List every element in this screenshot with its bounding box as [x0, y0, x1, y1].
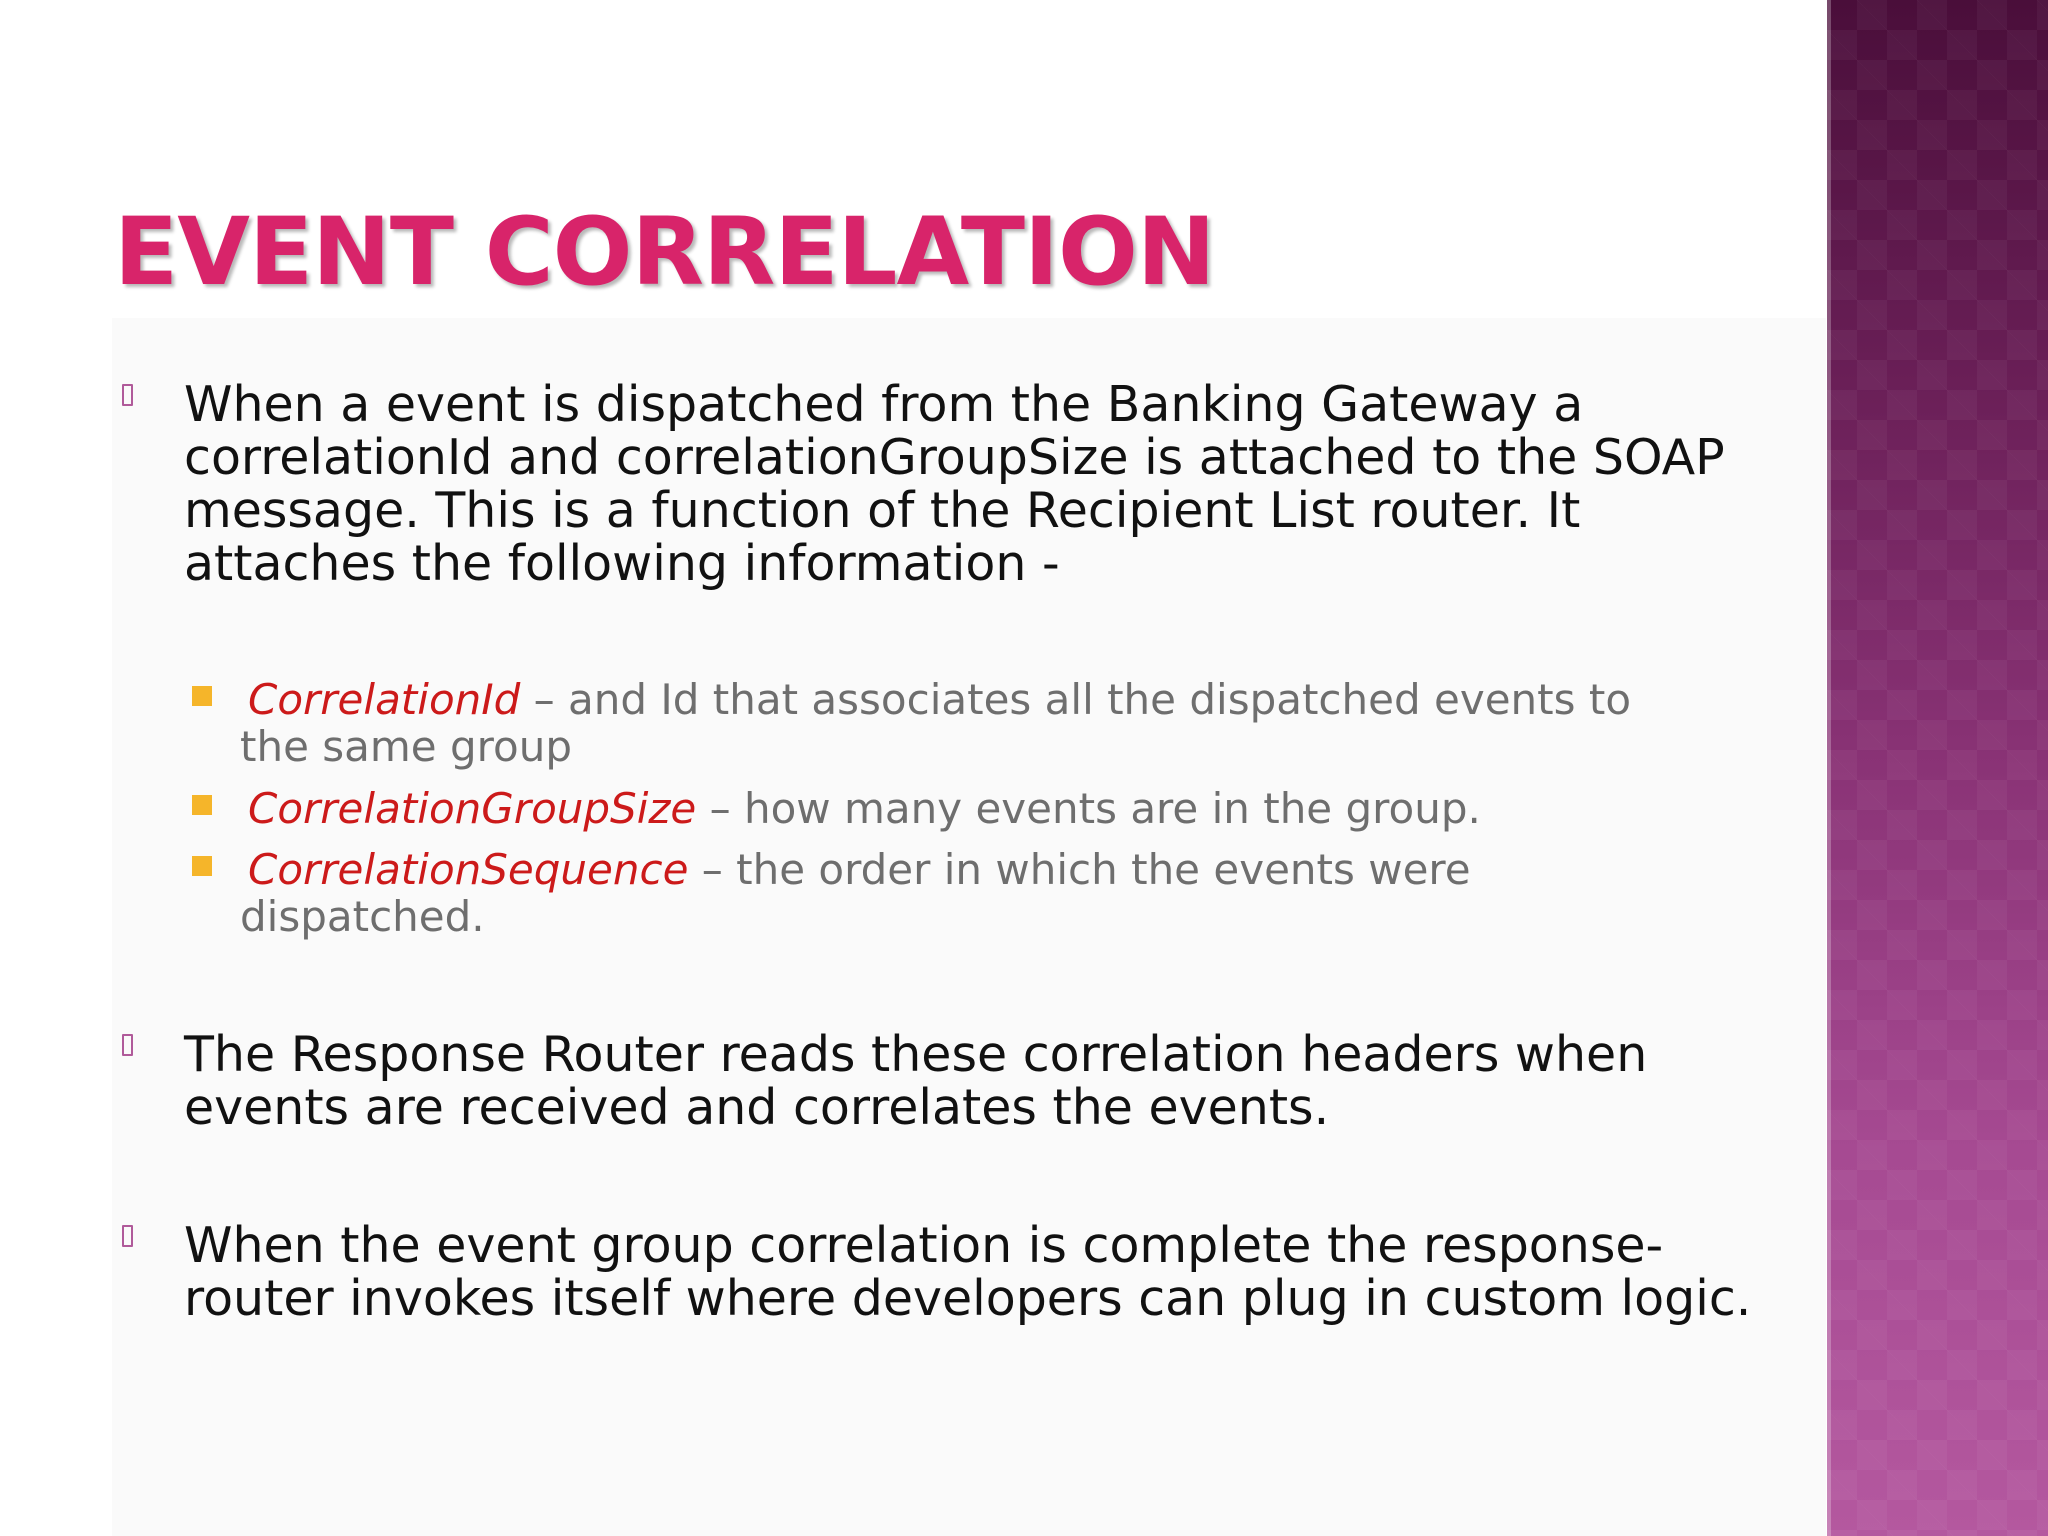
- slide-title: EVENT CORRELATION: [114, 198, 1215, 307]
- sub-bullet-desc: – and Id that associates all the dispatched events to the same group: [240, 675, 1632, 771]
- sub-bullet-text: [240, 846, 1640, 940]
- bullet-text: When a event is dispatched from the Banking Gateway a correlationId and correlationGroupSize is attached to the SOAP message. This is a function of the Recipient List router. It attaches the following information -: [184, 376, 1725, 592]
- bullet-box-icon: [122, 1034, 133, 1056]
- square-bullet-icon: [192, 795, 212, 815]
- square-bullet-icon: [192, 856, 212, 876]
- bullet-box-icon: [122, 1225, 133, 1247]
- sub-bullet-desc: – how many events are in the group.: [696, 784, 1481, 833]
- band-edge: [1827, 0, 1831, 1536]
- bullet-text: The Response Router reads these correlation headers when events are received and correlates the events.: [184, 1026, 1648, 1136]
- sub-bullet-term: CorrelationGroupSize: [248, 784, 697, 833]
- sub-bullet-desc: – the order in which the events were dispatched.: [240, 845, 1471, 941]
- square-bullet-icon: [192, 686, 212, 706]
- decorative-side-band: [1827, 0, 2048, 1536]
- sub-bullet-term: CorrelationSequence: [248, 845, 689, 894]
- band-texture: [1827, 0, 2048, 1536]
- bullet-text: When the event group correlation is complete the response-router invokes itself where developers can plug in custom logic.: [184, 1217, 1752, 1327]
- bullet-box-icon: [122, 384, 133, 406]
- sub-bullet-term: CorrelationId: [248, 675, 521, 724]
- sub-bullet-text: [240, 676, 1640, 770]
- sub-bullet-text: [240, 785, 1640, 832]
